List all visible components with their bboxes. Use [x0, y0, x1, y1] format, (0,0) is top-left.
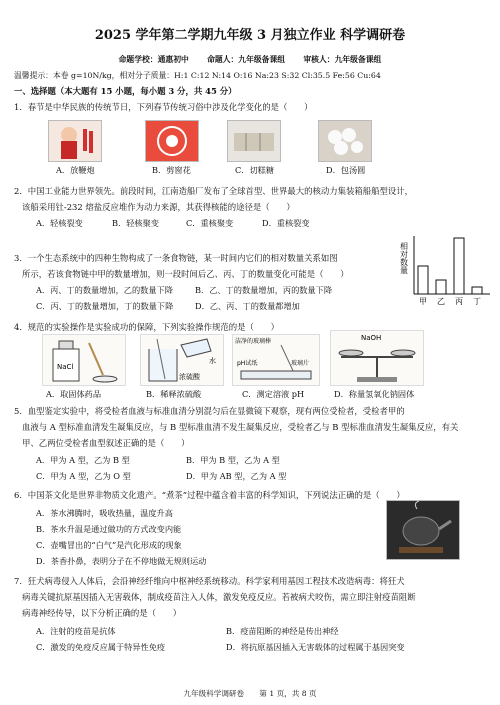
papercut-icon: [146, 121, 198, 161]
chart-bar-0: [418, 266, 428, 294]
page-footer: 九年级科学调研卷 第 1 页，共 8 页: [183, 689, 317, 698]
ph-paper-label: pH试纸: [237, 360, 258, 367]
balance-icon: [331, 331, 423, 385]
page-title: 2025 学年第二学期九年级 3 月独立作业 科学调研卷: [94, 28, 406, 43]
q6-teapot-image: [386, 500, 460, 560]
chart-bar-3: [472, 287, 482, 294]
q7-line3: 病毒神经传导，以下分析正确的是（ ）: [22, 608, 182, 618]
q1-dumpling-image: [318, 120, 372, 162]
q1-option-d: D．包汤圆: [326, 165, 366, 175]
q3-stem-line2: 所示，若该食物链中甲的数量增加，则一段时间后乙、丙、丁的数量变化可能是（ ）: [22, 269, 349, 279]
dumpling-icon: [319, 121, 371, 161]
q1-option-b: B．剪窗花: [152, 165, 191, 175]
q1-candy-image: [227, 120, 281, 162]
teapot-icon: [387, 501, 459, 559]
q5-line2: 血液与 A 型标准血清发生凝集反应，与 B 型标准血清不发生凝集反应，受检者乙与 B 型标准血清发生凝集反应，有关: [22, 422, 459, 432]
chart-bar-1: [436, 280, 446, 294]
q6-option-b: B．茶水升温是通过做功的方式改变内能: [36, 524, 182, 534]
reviewer-label: 审核人：九年级备课组: [303, 55, 382, 64]
q6-option-d: D．茶香扑鼻，表明分子在不停地做无规则运动: [36, 556, 207, 566]
q4-option-a: A．取固体药品: [46, 389, 102, 399]
q5-line1: 5．血型鉴定实验中，将受检者血液与标准血清分别混匀后在显微镜下观察，现有两位受检者，受检者甲的: [14, 406, 405, 416]
q2-stem-line2: 该船采用钍-232 熔盐反应堆作为动力来源，其获得核能的途径是（ ）: [22, 202, 295, 212]
chart-tick-label-3: 丁: [473, 297, 481, 306]
q4-fig-b: [140, 334, 224, 386]
q4-fig-c: [232, 334, 320, 386]
chart-tick-label-0: 甲: [419, 297, 427, 306]
q4-fig-a: [42, 334, 126, 386]
q7-line2: 病毒关键抗原基因插入无害载体，制成疫苗注入人体，激发免疫反应。若被病犬咬伤，需立即注射疫苗阻断: [22, 592, 416, 602]
ph-test-icon: [233, 335, 319, 385]
q2-option-b: B．轻核聚变: [112, 218, 159, 228]
q1-stem: 1．春节是中华民族的传统节日，下列春节传统习俗中涉及化学变化的是（ ）: [14, 102, 313, 112]
q7-line1: 7．狂犬病毒侵入人体后，会沿神经纤维向中枢神经系统移动。科学家利用基因工程技术改造病毒：将狂犬: [14, 576, 405, 586]
q5-option-a: A．甲为 A 型，乙为 B 型: [36, 455, 130, 465]
q3-bar-chart: [394, 232, 494, 310]
q4-stem: 4．规范的实验操作是实验成功的保障，下列实验操作规范的是（ ）: [14, 322, 279, 332]
author-label: 命题人：九年级备课组: [207, 55, 286, 64]
q5-line3: 甲、乙两位受检者血型叙述正确的是（ ）: [22, 438, 190, 448]
nacl-label: NaCl: [57, 363, 74, 371]
q2-option-d: D．重核裂变: [262, 218, 310, 228]
q1-option-a: A．放鞭炮: [56, 165, 95, 175]
q1-firecracker-image: [48, 120, 102, 162]
q3-stem-line1: 3．一个生态系统中的四种生物构成了一条食物链，某一时间内它们的相对数量关系如图: [14, 253, 338, 263]
q7-option-b: B．疫苗阻断的神经是传出神经: [226, 626, 339, 636]
q2-option-c: C．重核聚变: [186, 218, 234, 228]
q6-stem: 6．中国茶文化是世界非物质文化遗产。“煮茶”过程中蕴含着丰富的科学知识，下列说法正确的是（ ）: [14, 490, 405, 500]
q4-option-b: B．稀释浓硫酸: [146, 389, 202, 399]
q4-fig-d: [330, 330, 424, 386]
q6-option-a: A．茶水沸腾时，吸收热量，温度升高: [36, 508, 173, 518]
q7-option-a: A．注射的疫苗是抗体: [36, 626, 116, 636]
naoh-label: NaOH: [361, 334, 382, 342]
q7-option-d: D．将抗原基因插入无害载体的过程属于基因突变: [226, 642, 405, 652]
section-heading: 一、选择题（本大题有 15 小题，每小题 3 分，共 45 分）: [14, 86, 237, 96]
chart-tick-label-2: 丙: [455, 297, 463, 306]
q4-option-d: D．称量氢氧化钠固体: [334, 389, 415, 399]
school-label: 命题学校：通惠初中: [118, 55, 189, 64]
q3-option-b: B．乙、丁的数量增加，丙的数量下降: [195, 285, 333, 295]
q3-option-d: D．乙、丙、丁的数量都增加: [195, 301, 300, 311]
q2-stem-line1: 2．中国工业能力世界领先。前段时间，江南造船厂发布了全球首型、世界最大的核动力集装箱船船型设计，: [14, 186, 413, 196]
exam-meta: [0, 54, 500, 65]
chart-tick-label-1: 乙: [437, 297, 445, 306]
chart-ylabel: 相对数量: [399, 242, 409, 274]
q5-option-c: C．甲为 A 型，乙为 O 型: [36, 471, 131, 481]
reagent-bottle-icon: [43, 335, 125, 385]
beaker-icon: [141, 335, 223, 385]
q7-option-c: C．激发的免疫反应属于特异性免疫: [36, 642, 166, 652]
q3-option-a: A．丙、丁的数量增加，乙的数量下降: [36, 285, 173, 295]
q4-option-c: C．测定溶液 pH: [242, 389, 305, 399]
acid-label: 浓硫酸: [179, 373, 200, 381]
tip-line: 温馨提示：本卷 g=10N/kg，相对分子质量：H:1 C:12 N:14 O:16 Na:23 S:32 Cl:35.5 Fe:56 Cu:64: [14, 71, 381, 80]
q1-papercut-image: [145, 120, 199, 162]
glass-label: 玻璃片: [291, 360, 310, 367]
candy-icon: [228, 121, 280, 161]
q5-option-d: D．甲为 AB 型，乙为 A 型: [186, 471, 287, 481]
q3-option-c: C．丙、丁的数量增加，丁的数量下降: [36, 301, 174, 311]
q6-option-c: C．壶嘴冒出的“白气”是汽化形成的现象: [36, 540, 182, 550]
q5-option-b: B．甲为 B 型，乙为 A 型: [186, 455, 280, 465]
water-label: 水: [209, 357, 216, 365]
firecracker-icon: [49, 121, 101, 161]
rod-label: 洁净的玻璃棒: [235, 338, 272, 345]
q2-option-a: A．轻核裂变: [36, 218, 83, 228]
chart-bar-2: [454, 238, 464, 294]
q1-option-c: C．切糕糖: [235, 165, 275, 175]
